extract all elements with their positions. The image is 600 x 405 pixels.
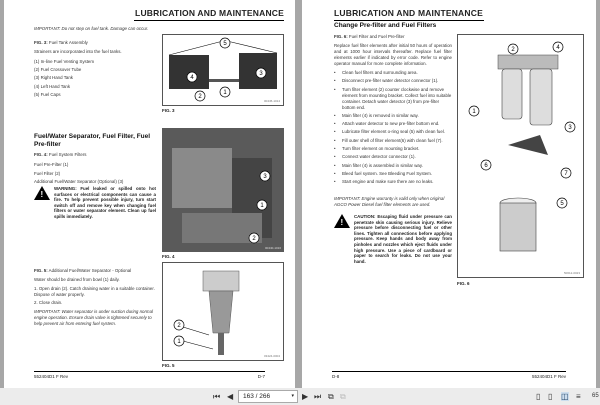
previous-page-icon[interactable]: ◀ (227, 392, 234, 401)
list-item: • Disconnect pre-filter water detector connector (1). (334, 78, 452, 84)
svg-text:3: 3 (263, 174, 267, 180)
list-item: (2) Fuel Crossover Tube (34, 67, 82, 73)
list-item: • Main filter (4) is assembled in similar way. (334, 163, 452, 169)
step: 1. Open drain (2). Catch draining water in a suitable container. Dispose of water properly. (34, 286, 155, 297)
figure-code: 03424-0004 (263, 354, 280, 358)
paste-icon[interactable]: ⧉ (340, 392, 346, 401)
warning-block (34, 186, 156, 220)
svg-text:2: 2 (177, 323, 181, 329)
fig-title: Additional Fuel/Water Separator - Optional (48, 268, 132, 273)
figure-caption: FIG. 5 (162, 363, 175, 368)
list-item: • Connect water detector connector (1). (334, 154, 452, 160)
intro-text: Replace fuel filter elements after initial 50 hours of operation and at 1000 hour intervals thereafter. Replace fuel filter elements earlier if indicated by error code. Refer to engine operator manual for more complete information. (334, 43, 452, 66)
important-note: IMPORTANT: Do not step on fuel tank. Damage can occur. (34, 26, 149, 31)
page-number: D-7 (257, 374, 265, 379)
fig-title: Fuel Filter and Fuel Pre-filter (348, 34, 405, 39)
caution-block (334, 214, 452, 264)
svg-text:2: 2 (252, 236, 256, 242)
list-item: Fuel Filter (2) (34, 170, 61, 176)
important-note: IMPORTANT: Engine warranty is valid only when original AGCO Power Diesel fuel filter elements are used. (334, 196, 445, 207)
strainers-text: Strainers are incorporated into the fuel tanks. (34, 49, 122, 54)
fig-label: FIG. 6: (334, 34, 348, 39)
figure-caption: FIG. 6 (457, 281, 470, 286)
copy-icon[interactable]: ⧉ (328, 392, 334, 401)
list-item: • Clean fuel filters and surrounding area. (334, 70, 452, 76)
section-title: Change Pre-filter and Fuel Filters (334, 22, 437, 29)
figure-water-separator (162, 262, 284, 361)
svg-text:1: 1 (177, 339, 181, 345)
warning-icon (34, 186, 50, 200)
list-item: • Bleed fuel system. See Bleeding Fuel System. (334, 171, 452, 177)
filters-illustration (458, 35, 583, 277)
fuel-tank-illustration (163, 35, 283, 105)
svg-text:2: 2 (198, 94, 202, 100)
svg-text:4: 4 (190, 75, 194, 81)
procedure-list (334, 70, 452, 188)
page-header: LUBRICATION AND MAINTENANCE (134, 8, 284, 21)
figure-fuel-tank (162, 34, 284, 106)
svg-text:4: 4 (556, 45, 560, 51)
left-page (4, 0, 295, 388)
first-page-icon[interactable]: ⏮ (213, 392, 221, 401)
list-item: • Fill outer shell of filter element(6) with clean fuel (7). (334, 138, 452, 144)
svg-text:2: 2 (511, 47, 515, 53)
continuous-view-icon[interactable]: ▯ (548, 392, 553, 401)
list-item: • Main filter (4) is removed in similar way. (334, 113, 452, 119)
svg-text:7: 7 (564, 171, 568, 177)
svg-text:1: 1 (223, 90, 227, 96)
list-item: (1) In-line Fuel Venting System (34, 59, 95, 64)
list-item: Additional Fuel/Water Separator (Optional) (3) (34, 179, 124, 184)
figure-caption: FIG. 3 (162, 108, 175, 113)
two-page-view-icon[interactable]: ◫ (561, 392, 569, 401)
list-item: • Turn filter element (2) counter clockwise and remove element from mounting bracket. Collect fuel into suitable container. Detach water detector (3) from pre-filter bottom end. (334, 87, 452, 111)
page-number-input[interactable] (238, 390, 298, 403)
next-page-icon[interactable]: ▶ (302, 392, 309, 401)
important-note: IMPORTANT: Water separator is under suction during normal engine operation. Ensure drain valve is tightened securely to help prevent air from entering fuel system. (34, 309, 153, 326)
svg-text:5: 5 (223, 41, 227, 47)
list-item: (4) Left Hand Tank (34, 83, 71, 89)
viewer-toolbar (0, 388, 600, 405)
separator-illustration (163, 263, 283, 360)
zoom-level[interactable]: 65 (592, 393, 599, 399)
drain-text: Water should be drained from bowl (1) daily. (34, 277, 120, 282)
fig-title: Fuel Tank Assembly (48, 40, 88, 45)
page-footer (34, 371, 265, 379)
page-number: D-8 (332, 374, 340, 379)
figure-caption: FIG. 4 (162, 254, 175, 259)
list-item: • Attach water detector to new pre-filter bottom end. (334, 121, 452, 127)
last-page-icon[interactable]: ⏭ (314, 392, 322, 401)
warning-icon (334, 214, 350, 228)
fig-label: FIG. 5: (34, 268, 48, 273)
svg-text:3: 3 (259, 71, 263, 77)
page-display: 163 / 266 (243, 393, 271, 400)
svg-text:6: 6 (484, 163, 488, 169)
step: 2. Close drain. (34, 300, 63, 305)
list-item: Fuel Pre-Filter (1) (34, 162, 69, 167)
fig-title: Fuel System Filters (48, 152, 87, 157)
engine-photo (162, 128, 284, 252)
figure-fuel-filters (457, 34, 584, 278)
figure-fuel-filters-photo (162, 128, 284, 252)
chevron-down-icon[interactable]: ▾ (291, 393, 294, 399)
fig-label: FIG. 4: (34, 152, 48, 157)
single-page-view-icon[interactable]: ▯ (536, 392, 541, 401)
figure-code: 00440-1016 (264, 246, 281, 250)
section-title: Fuel/Water Separator, Fuel Filter, Fuel Pre-filter (34, 133, 151, 148)
fig-label: FIG. 3: (34, 40, 48, 45)
svg-text:3: 3 (568, 125, 572, 131)
figure-code: 00445-1014 (263, 99, 280, 103)
footer-doc-id: 552404D1 F Rev (531, 374, 566, 379)
list-item: (3) Right Hand Tank (34, 75, 73, 81)
right-page (302, 0, 596, 388)
page-header: LUBRICATION AND MAINTENANCE (334, 8, 484, 21)
caution-text: CAUTION: Escaping fluid under pressure can penetrate skin causing serious injury. Relieve pressure before disconnecting fuel or other lines. Tighten all connections before applying pressure. Keep hands and body away from pinholes and nozzles which eject fluids under high pressure. Use a piece of cardboard or paper to search for leaks. Do not use your hand. (354, 214, 452, 264)
scroll-view-icon[interactable]: ≡ (576, 392, 581, 401)
list-item: • Turn filter element on mounting bracket. (334, 146, 452, 152)
svg-text:1: 1 (260, 203, 264, 209)
list-item: • Lubricate filter element o-ring seal (5) with clean fuel. (334, 129, 452, 135)
page-footer (332, 371, 566, 379)
footer-doc-id: 552404D1 F Rev (34, 374, 69, 379)
list-item: (5) Fuel Caps (34, 91, 61, 97)
figure-code: 50612-0023 (563, 271, 580, 275)
list-item: • Start engine and make sure there are no leaks. (334, 179, 452, 185)
svg-text:1: 1 (472, 109, 476, 115)
warning-text: WARNING: Fuel leaked or spilled onto hot surfaces or electrical components can cause a fire. To help prevent possible injury, turn start switch off and remove key when changing fuel filters or water separator element. Clean up fuel spills immediately. (54, 186, 156, 219)
svg-text:5: 5 (560, 201, 564, 207)
